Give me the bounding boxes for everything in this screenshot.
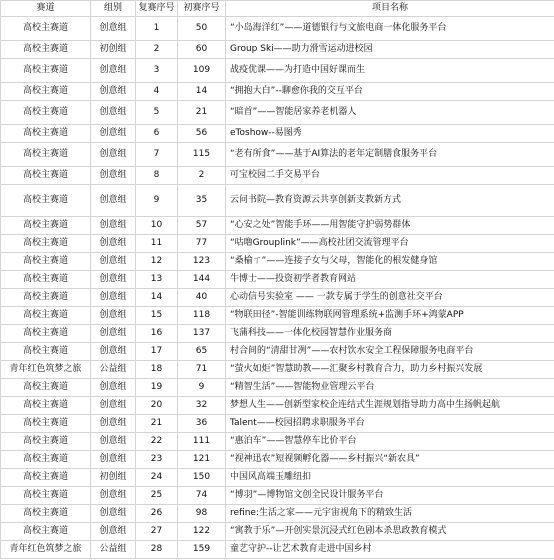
cell-group: 创意组	[91, 167, 136, 185]
cell-rerank: 24	[136, 469, 178, 487]
cell-track: 高校主赛道	[1, 271, 91, 289]
cell-rerank: 15	[136, 307, 178, 325]
cell-group: 创意组	[91, 505, 136, 523]
cell-project-name: 飞蒲科技——一体化校园智慧作业服务商	[226, 325, 554, 343]
cell-rerank: 4	[136, 83, 178, 101]
table-body	[1, 17, 554, 559]
cell-project-name: “惠泊车”——智慧停车比价平台	[226, 433, 554, 451]
table-row	[1, 505, 554, 523]
table-row	[1, 541, 554, 559]
cell-track: 高校主赛道	[1, 289, 91, 307]
cell-track: 青年红色筑梦之旅	[1, 541, 91, 559]
cell-track: 高校主赛道	[1, 487, 91, 505]
cell-group: 初创组	[91, 469, 136, 487]
table-row	[1, 101, 554, 125]
cell-project-name: eToshow--易图秀	[226, 125, 554, 143]
cell-rerank: 14	[136, 289, 178, 307]
cell-group: 创意组	[91, 125, 136, 143]
cell-group: 创意组	[91, 379, 136, 397]
table-row	[1, 17, 554, 41]
cell-track: 青年红色筑梦之旅	[1, 361, 91, 379]
cell-project-name: Talent——校园招聘求职服务平台	[226, 415, 554, 433]
cell-rerank: 13	[136, 271, 178, 289]
cell-group: 公益组	[91, 361, 136, 379]
cell-track: 高校主赛道	[1, 415, 91, 433]
cell-track: 高校主赛道	[1, 379, 91, 397]
cell-project-name: “心安之处”智能手环——用智能守护弱势群体	[226, 217, 554, 235]
cell-project-name: “精智生活”——智能物业管理云平台	[226, 379, 554, 397]
cell-firstrank: 150	[178, 469, 226, 487]
cell-project-name: 心动信号实验室 —— 一款专属于学生的创意社交平台	[226, 289, 554, 307]
cell-project-name: “暗首”——智能居家养老机器人	[226, 101, 554, 125]
table-row	[1, 253, 554, 271]
cell-firstrank: 9	[178, 379, 226, 397]
cell-project-name: “萤火如炬”智慧助教——汇聚乡村教育合力，助力乡村振兴发展	[226, 361, 554, 379]
cell-firstrank: 56	[178, 125, 226, 143]
cell-firstrank: 2	[178, 167, 226, 185]
cell-track: 高校主赛道	[1, 343, 91, 361]
cell-track: 高校主赛道	[1, 143, 91, 167]
table-row	[1, 379, 554, 397]
cell-rerank: 22	[136, 433, 178, 451]
cell-rerank: 27	[136, 523, 178, 541]
table-row	[1, 433, 554, 451]
cell-track: 高校主赛道	[1, 505, 91, 523]
table-row	[1, 217, 554, 235]
cell-track: 高校主赛道	[1, 217, 91, 235]
cell-firstrank: 60	[178, 41, 226, 59]
cell-group: 创意组	[91, 17, 136, 41]
cell-group: 创意组	[91, 185, 136, 217]
cell-firstrank: 159	[178, 541, 226, 559]
table-row	[1, 415, 554, 433]
cell-track: 高校主赛道	[1, 167, 91, 185]
cell-project-name: “寓教于乐”—开创实景沉浸式红色剧本杀思政教育模式	[226, 523, 554, 541]
cell-project-name: “咕噜Grouplink”——高校社团交流管理平台	[226, 235, 554, 253]
table-row	[1, 451, 554, 469]
cell-track: 高校主赛道	[1, 17, 91, 41]
cell-project-name: 童艺守护--让艺术教育走进中国乡村	[226, 541, 554, 559]
cell-firstrank: 32	[178, 397, 226, 415]
header-group: 组别	[91, 1, 136, 17]
cell-group: 创意组	[91, 487, 136, 505]
table-row	[1, 235, 554, 253]
cell-track: 高校主赛道	[1, 185, 91, 217]
cell-group: 公益组	[91, 541, 136, 559]
cell-rerank: 26	[136, 505, 178, 523]
cell-rerank: 5	[136, 101, 178, 125]
cell-firstrank: 77	[178, 235, 226, 253]
cell-group: 创意组	[91, 235, 136, 253]
table-row	[1, 343, 554, 361]
cell-project-name: Group Ski——助力滑雪运动进校园	[226, 41, 554, 59]
cell-rerank: 20	[136, 397, 178, 415]
cell-group: 创意组	[91, 451, 136, 469]
table-row	[1, 59, 554, 83]
header-row	[1, 1, 554, 17]
table-row	[1, 41, 554, 59]
cell-project-name: 可宝校园二手交易平台	[226, 167, 554, 185]
header-project: 项目名称	[226, 1, 554, 17]
cell-rerank: 17	[136, 343, 178, 361]
header-rerank: 复赛序号	[136, 1, 178, 17]
table-row	[1, 307, 554, 325]
cell-track: 高校主赛道	[1, 523, 91, 541]
cell-rerank: 1	[136, 17, 178, 41]
cell-group: 创意组	[91, 397, 136, 415]
cell-group: 创意组	[91, 83, 136, 101]
table-row	[1, 125, 554, 143]
cell-firstrank: 144	[178, 271, 226, 289]
cell-track: 高校主赛道	[1, 83, 91, 101]
cell-project-name: 战疫优课——为打造中国好课而生	[226, 59, 554, 83]
cell-project-name: 中国风高端玉雕纽扣	[226, 469, 554, 487]
cell-track: 高校主赛道	[1, 397, 91, 415]
cell-firstrank: 57	[178, 217, 226, 235]
cell-group: 创意组	[91, 59, 136, 83]
cell-group: 创意组	[91, 217, 136, 235]
cell-rerank: 18	[136, 361, 178, 379]
table-row	[1, 325, 554, 343]
cell-project-name: 梦想人生——创新型家校企连结式生涯规划指导助力高中生扬帆起航	[226, 397, 554, 415]
cell-project-name: “拥抱大白”--聊愈你我的交互平台	[226, 83, 554, 101]
cell-project-name: “老有所食”——基于AI算法的老年定制膳食服务平台	[226, 143, 554, 167]
cell-firstrank: 21	[178, 101, 226, 125]
cell-track: 高校主赛道	[1, 469, 91, 487]
cell-rerank: 19	[136, 379, 178, 397]
cell-rerank: 3	[136, 59, 178, 83]
cell-group: 初创组	[91, 41, 136, 59]
cell-rerank: 28	[136, 541, 178, 559]
cell-firstrank: 123	[178, 253, 226, 271]
cell-firstrank: 71	[178, 361, 226, 379]
cell-project-name: “视神迅农”短视频孵化器——乡村振兴“新农具”	[226, 451, 554, 469]
cell-group: 创意组	[91, 415, 136, 433]
cell-firstrank: 65	[178, 343, 226, 361]
table-row	[1, 271, 554, 289]
cell-track: 高校主赛道	[1, 433, 91, 451]
cell-firstrank: 50	[178, 17, 226, 41]
cell-project-name: “物联田径”-智能训练物联网管理系统+监测手环+鸿蒙APP	[226, 307, 554, 325]
cell-group: 创意组	[91, 433, 136, 451]
cell-firstrank: 35	[178, 185, 226, 217]
cell-firstrank: 36	[178, 415, 226, 433]
cell-rerank: 9	[136, 185, 178, 217]
cell-group: 创意组	[91, 271, 136, 289]
cell-project-name: 牛博士——投资初学者教育网站	[226, 271, 554, 289]
cell-firstrank: 118	[178, 307, 226, 325]
cell-rerank: 2	[136, 41, 178, 59]
cell-project-name: 村合间的“清甜甘冽”——农村饮水安全工程保障服务电商平台	[226, 343, 554, 361]
cell-firstrank: 74	[178, 487, 226, 505]
cell-rerank: 25	[136, 487, 178, 505]
table-row	[1, 523, 554, 541]
table-row	[1, 397, 554, 415]
cell-track: 高校主赛道	[1, 325, 91, 343]
cell-firstrank: 109	[178, 59, 226, 83]
cell-project-name: refine:生活之家——元宇宙视角下的精致生活	[226, 505, 554, 523]
cell-group: 创意组	[91, 307, 136, 325]
table-row	[1, 143, 554, 167]
table-row	[1, 289, 554, 307]
cell-project-name: 云问书院—教育资源云共享创新支教新方式	[226, 185, 554, 217]
header-firstrank: 初赛序号	[178, 1, 226, 17]
cell-track: 高校主赛道	[1, 235, 91, 253]
cell-project-name: “桑榆ㄒ”——连接子女与父母，智能化的根发健身馆	[226, 253, 554, 271]
cell-rerank: 10	[136, 217, 178, 235]
table-row	[1, 469, 554, 487]
table-row	[1, 185, 554, 217]
cell-group: 创意组	[91, 325, 136, 343]
cell-group: 创意组	[91, 343, 136, 361]
cell-project-name: “小岛海洋红”——道德银行与文旅电商一体化服务平台	[226, 17, 554, 41]
cell-group: 创意组	[91, 289, 136, 307]
cell-firstrank: 122	[178, 523, 226, 541]
cell-rerank: 12	[136, 253, 178, 271]
cell-track: 高校主赛道	[1, 125, 91, 143]
cell-rerank: 7	[136, 143, 178, 167]
cell-group: 创意组	[91, 523, 136, 541]
table-header	[1, 1, 554, 17]
cell-rerank: 16	[136, 325, 178, 343]
cell-rerank: 6	[136, 125, 178, 143]
cell-track: 高校主赛道	[1, 59, 91, 83]
table-row	[1, 83, 554, 101]
cell-rerank: 21	[136, 415, 178, 433]
cell-firstrank: 40	[178, 289, 226, 307]
cell-group: 创意组	[91, 253, 136, 271]
cell-project-name: “博羽”—博物馆文创全民设计服务平台	[226, 487, 554, 505]
cell-firstrank: 14	[178, 83, 226, 101]
cell-track: 高校主赛道	[1, 253, 91, 271]
cell-firstrank: 98	[178, 505, 226, 523]
cell-rerank: 11	[136, 235, 178, 253]
cell-firstrank: 111	[178, 433, 226, 451]
cell-group: 创意组	[91, 143, 136, 167]
cell-firstrank: 137	[178, 325, 226, 343]
cell-group: 创意组	[91, 101, 136, 125]
cell-firstrank: 115	[178, 143, 226, 167]
header-track: 赛道	[1, 1, 91, 17]
cell-track: 高校主赛道	[1, 41, 91, 59]
cell-rerank: 8	[136, 167, 178, 185]
table-row	[1, 167, 554, 185]
cell-track: 高校主赛道	[1, 101, 91, 125]
cell-rerank: 23	[136, 451, 178, 469]
cell-track: 高校主赛道	[1, 451, 91, 469]
cell-track: 高校主赛道	[1, 307, 91, 325]
table-row	[1, 487, 554, 505]
table-row	[1, 361, 554, 379]
cell-firstrank: 121	[178, 451, 226, 469]
